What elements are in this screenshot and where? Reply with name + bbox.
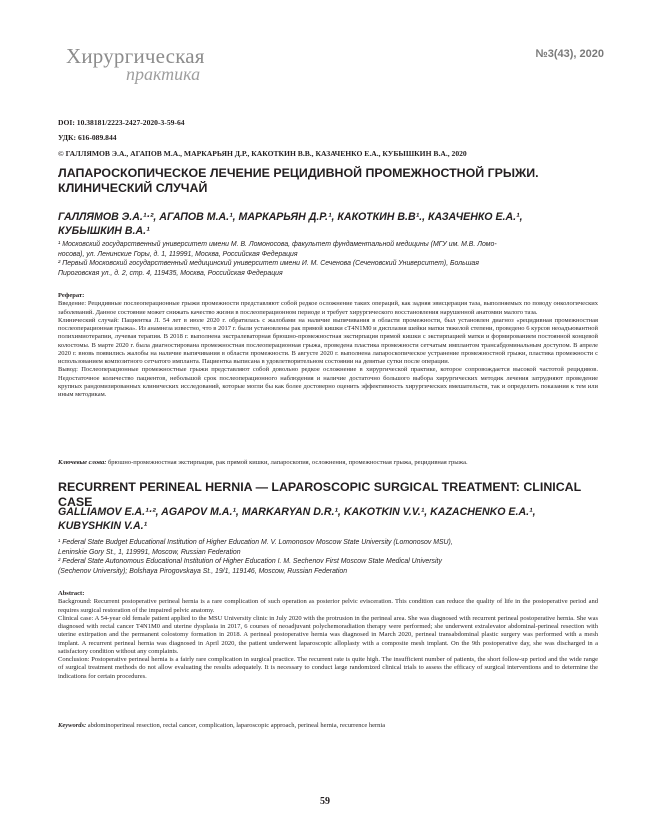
ru-abstract-intro: Введение: Рецидивные послеоперационные грыжи промежности представляют собой редкое осложнение таких операций, как задняя эвисцерация таза, выполняемых по поводу онкологических заболеваний. Данное состояние может снижать качество жизни в послеоперационном периоде и требует хирургического восстановления нарушенной анатомии малого таза. [58,300,598,316]
ru-affil1-line1: ¹ Московский государственный университет имени М. В. Ломоносова, факультет фундаментальной медицины (МГУ им. М.В. Ломо- [58,241,497,248]
en-abstract-conclusion: Conclusion: Postoperative perineal hernia is a fairly rare complication in surgical practice. The recurrent rate is quite high. The insufficient number of patients, the short follow-up period and the wide range of surgical treatment methods do not allow evaluating the results adequately. It is necessary to conduct large randomized clinical trials to assess the efficacy of surgical interventions and to determine the indications for certain procedures. [58,656,598,680]
en-abstract-background: Background: Recurrent postoperative perineal hernia is a rare complication of such operation as posterior pelvic evisceration. This condition can reduce the quality of life in the postoperative period and requires surgical restoration of the impaired pelvic anatomy. [58,598,598,614]
en-authors-line2: KUBYSHKIN V.A.¹ [58,520,148,532]
en-authors-line1: GALLIAMOV E.A.¹·², AGAPOV M.A.¹, MARKARYAN D.R.¹, KAKOTKIN V.V.¹, KAZACHENKO E.A.¹, [58,506,536,518]
journal-logo [66,44,246,94]
en-affil2-line2: (Sechenov University); Bolshaya Pirogovskaya St., 19/1, 119146, Moscow, Russian Federation [58,567,348,575]
udc: УДК: 616-089.844 [58,133,117,142]
ru-keywords-label: Ключевые слова: [58,459,107,466]
ru-title-line1: ЛАПАРОСКОПИЧЕСКОЕ ЛЕЧЕНИЕ РЕЦИДИВНОЙ ПРОМЕЖНОСТНОЙ ГРЫЖИ. [58,166,539,180]
en-keywords-label: Keywords: [58,722,87,729]
en-abstract [58,590,598,681]
en-affil1-line2: Leninskie Gory St., 1, 119991, Moscow, Russian Federation [58,548,241,556]
journal-name-bottom: практика [126,64,201,84]
ru-keywords-text: брюшно-промежностная экстирпация, рак прямой кишки, лапароскопия, осложнения, промежностная грыжа, рецидивная грыжа. [106,459,468,466]
ru-keywords [58,458,598,467]
page-number: 59 [320,796,330,807]
copyright: © ГАЛЛЯМОВ Э.А., АГАПОВ М.А., МАРКАРЬЯН Д.Р., КАКОТКИН В.В., КАЗАЧЕНКО Е.А., КУБЫШКИН В.А., 2020 [58,149,467,158]
ru-abstract [58,292,598,399]
ru-abstract-conclusion: Вывод: Послеоперационные промежностные грыжи представляют собой довольно редкое осложнение в хирургической практике, которое сопровождается высокой частотой рецидивов. Недостаточное количество пациентов, небольшой срок послеоперационного наблюдения и наличие достаточно большого выбора хирургических методик лечения затрудняют проведение крупных рандомизированных клинических исследований, которые могли бы как более достоверно оценить эффективность хирургических вмешательств, так и определить показания к тем или иным методикам. [58,366,598,398]
ru-authors-line2: КУБЫШКИН В.А.¹ [58,225,150,237]
en-title: RECURRENT PERINEAL HERNIA — LAPAROSCOPIC SURGICAL TREATMENT: CLINICAL CASE [58,480,581,509]
journal-name-top: Хирургическая [66,44,205,68]
ru-affil2-line1: ² Первый Московский государственный медицинский университет имени И. М. Сеченова (Сеченовский Университет), Большая [58,260,479,267]
issue-number: №3(43), 2020 [535,48,604,60]
ru-authors [58,210,598,238]
doi: DOI: 10.38181/2223-2427-2020-3-59-64 [58,118,185,127]
ru-abstract-case: Клинический случай: Пациентка Л. 54 лет в июле 2020 г. обратилась с жалобами на наличие выпячивания в области промежности, был установлен диагноз «рецидивная промежностная послеоперационная грыжа». Из анамнеза известно, что в 2017 г. были установлены рак прямой кишки сТ4N1M0 и дисплазия шейки матки тяжелой степени, проведено 6 курсов неоадъювантной полихимиотерапии, лучевая терапия. В 2018 г. выполнена экстралеваторная брюшно-промежностная экстирпация прямой кишки с экстирпацией матки и формированием постоянной концевой колостомы. В марте 2020 г. была диагностирована промежностная послеоперационная грыжа, проведена пластика промежности сетчатым имплантом трансабдоминальным доступом. В апреле 2020 г. вновь появились жалобы на наличие выпячивания в области промежности. В августе 2020 г. выполнена лапароскопическое устранение промежностной грыжи, пластика промежности с использованием композитного сетчатого импланта. Пациентка выписана в удовлетворительном состоянии на девятые сутки после операции. [58,316,598,365]
en-affil2-line1: ² Federal State Autonomous Educational Institution of Higher Education I. M. Sechenov First Moscow State Medical University [58,558,442,565]
ru-title [58,166,598,196]
en-keywords-text: abdominoperineal resection, rectal cancer, complication, laparoscopic approach, perineal hernia, recurrence hernia [86,722,386,729]
en-authors [58,505,598,533]
ru-affil1-line2: носова), ул. Ленинские Горы, д. 1, 119991, Москва, Российская Федерация [58,250,298,258]
ru-title-line2: КЛИНИЧЕСКИЙ СЛУЧАЙ [58,181,208,195]
en-affiliations [58,538,598,576]
en-keywords [58,721,598,730]
ru-authors-line1: ГАЛЛЯМОВ Э.А.¹·², АГАПОВ М.А.¹, МАРКАРЬЯН Д.Р.¹, КАКОТКИН В.В¹., КАЗАЧЕНКО Е.А.¹, [58,211,523,223]
en-abstract-case: Clinical case: A 54-year old female patient applied to the MSU University clinic in July 2020 with the protrusion in the perineal area. She was diagnosed with recurrent perineal postoperative hernia. She was diagnosed with rectal cancer T4N1M0 and uterine dysplasia in 2017, 6 courses of neoadjuvant polychemoradiation therapy were performed; she underwent extralevator abdominal-perineal resection with uterine extirpation and the permanent colostomy formation in 2018. A perineal postoperative hernia was diagnosed in March 2020, perineal transabdominal plastic surgery was performed with a mesh implant. A recurrent perineal hernia was diagnosed in April 2020, the patient underwent laparoscopic alloplasty with a composite mesh implant. On the 9th postoperative day, she was discharged in a satisfactory condition without any complaints. [58,614,598,655]
ru-affiliations [58,240,598,278]
ru-abstract-heading: Реферат: [58,292,85,299]
en-affil1-line1: ¹ Federal State Budget Educational Institution of Higher Education M. V. Lomonosov Moscow State University (Lomonosov MSU), [58,539,453,546]
ru-affil2-line2: Пироговская ул., д. 2, стр. 4, 119435, Москва, Российская Федерация [58,269,283,277]
en-abstract-heading: Abstract: [58,590,85,597]
